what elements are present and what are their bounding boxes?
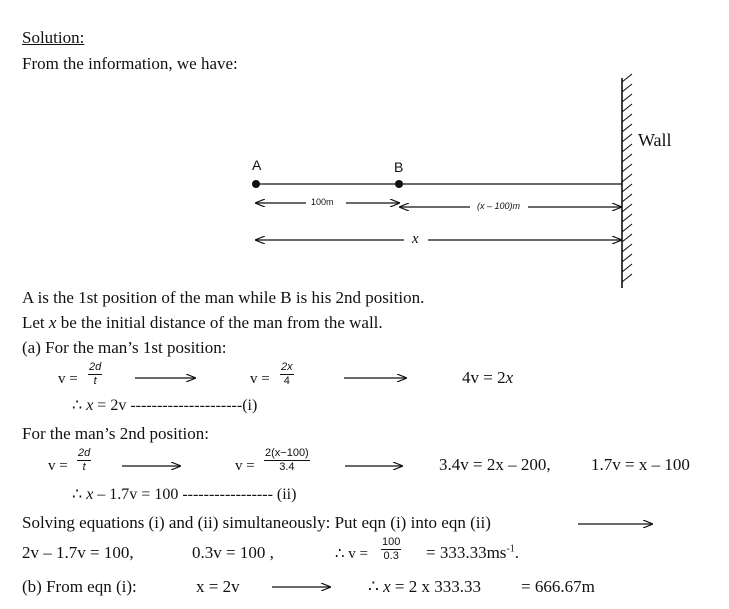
fraction-2x100-3-4: $\frac{2(x-100)}{3.4}$ <box>265 447 309 473</box>
positions-sentence: A is the 1st position of the man while B is his 2nd position. <box>22 288 425 307</box>
v-equals-4: v = <box>235 458 255 474</box>
label-dist-bw: (x – 100)m <box>477 201 521 211</box>
equation-ii: ∴ x – 1.7v = 100 ----------------- (ii) <box>72 486 297 503</box>
fraction-100-0-3: $\frac{100}{0.3}$ <box>382 536 401 562</box>
label-dist-x: x <box>412 231 419 247</box>
let-x-sentence: Let x be the initial distance of the man from the wall. <box>22 313 383 332</box>
step-2v-1-7v: 2v – 1.7v = 100, <box>22 543 134 562</box>
result-3-4v: 3.4v = 2x – 200, <box>439 455 551 474</box>
label-dist-ab: 100m <box>311 197 334 207</box>
therefore-v: ∴ v = <box>335 546 369 562</box>
part-b-heading: (b) From eqn (i): <box>22 577 137 596</box>
step-0-3v: 0.3v = 100 , <box>192 543 274 562</box>
b-substitution: ∴ x = 2 x 333.33 <box>368 577 481 596</box>
speed-result: = $333.33ms^{-1}$. <box>426 543 520 562</box>
result-4v-2x: 4v = 2x <box>462 368 514 387</box>
label-wall: Wall <box>638 130 672 150</box>
result-1-7v: 1.7v = x – 100 <box>591 455 690 474</box>
fraction-2x-4: $\frac{2x}{4}$ <box>281 361 293 387</box>
label-b: B <box>394 159 404 175</box>
fraction-2d-t-2: $\frac{2d}{t}$ <box>78 447 91 473</box>
b-final-answer: = 666.67m <box>521 577 595 596</box>
solution-heading: Solution: <box>22 28 85 47</box>
v-equals-2: v = <box>250 371 270 387</box>
v-equals-3: v = <box>48 458 68 474</box>
label-a: A <box>252 157 262 173</box>
second-position-heading: For the man’s 2nd position: <box>22 424 209 443</box>
v-equals-1: v = <box>58 371 78 387</box>
intro-text: From the information, we have: <box>22 54 238 73</box>
fraction-2d-t: $\frac{2d}{t}$ <box>89 361 102 387</box>
part-a-heading: (a) For the man’s 1st position: <box>22 338 227 357</box>
b-x-equals-2v: x = 2v <box>196 577 240 596</box>
solving-sentence: Solving equations (i) and (ii) simultaneously: Put eqn (i) into eqn (ii) <box>22 513 491 532</box>
equation-i: ∴ x = 2v ---------------------(i) <box>72 397 258 414</box>
